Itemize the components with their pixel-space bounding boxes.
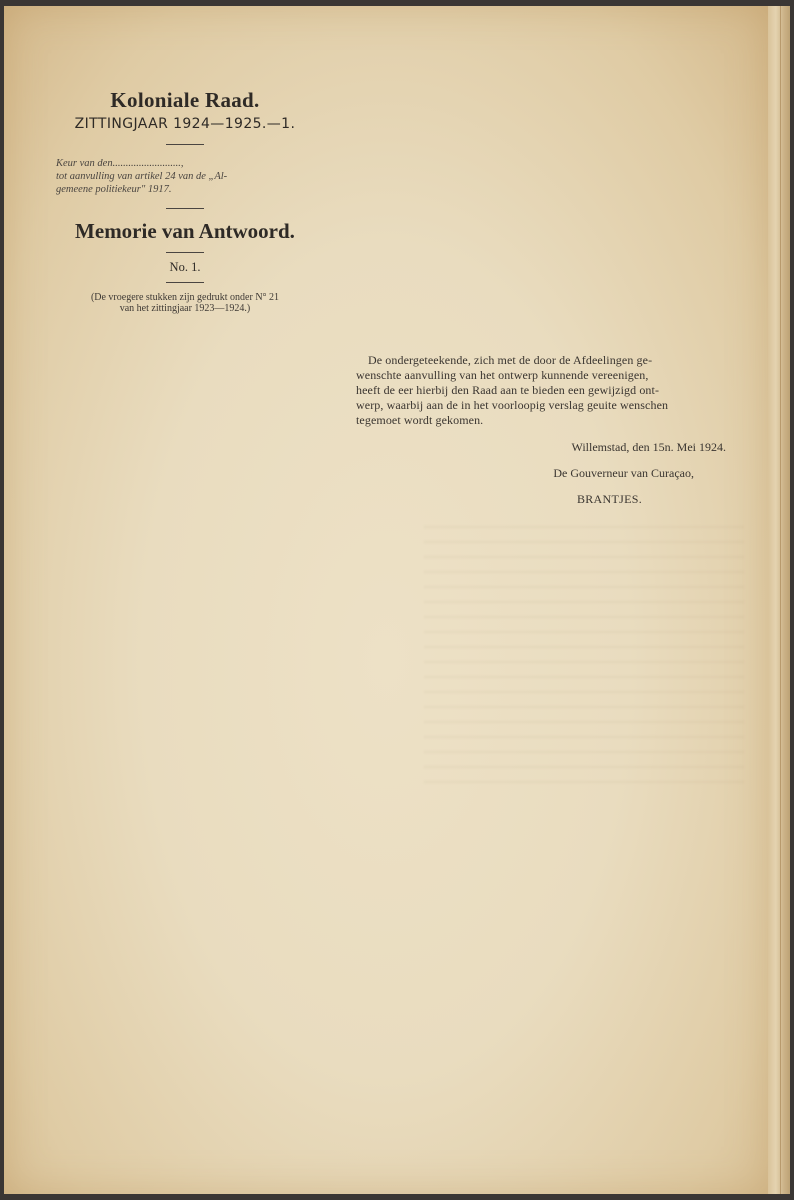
divider [166, 208, 204, 209]
subject [50, 157, 320, 196]
bleed-through-text [424, 526, 744, 786]
council-heading: Koloniale Raad. [110, 88, 260, 112]
document-number: No. 1. [169, 260, 201, 274]
right-column [356, 353, 728, 507]
signer-title: De Gouverneur van Curaçao, [553, 466, 694, 480]
body-paragraph [356, 353, 728, 428]
body-line: De ondergeteekende, zich met de door de Afdeelingen ge- [368, 353, 653, 367]
place-and-date: Willemstad, den 15n. Mei 1924. [571, 440, 726, 454]
page-edge-line [780, 6, 781, 1194]
session-year: ZITTINGJAAR 1924—1925.—1. [74, 116, 296, 132]
subject-line: tot aanvulling van artikel 24 van de „Al- [56, 171, 228, 182]
page-edge [768, 6, 790, 1194]
body-line: werp, waarbij aan de in het voorloopig verslag geuite wenschen [356, 398, 669, 412]
divider [166, 144, 204, 145]
note-line: van het zittingjaar 1923—1924.) [119, 303, 251, 314]
subject-line: Keur van den.........................., [56, 158, 184, 169]
left-column [50, 88, 320, 314]
subject-line: gemeene politiekeur" 1917. [56, 184, 172, 195]
document-title: Memorie van Antwoord. [75, 219, 295, 243]
body-line: heeft de eer hierbij den Raad aan te bieden een gewijzigd ont- [356, 383, 660, 397]
body-line: tegemoet wordt gekomen. [356, 413, 484, 427]
divider [166, 282, 204, 283]
signer-name: BRANTJES. [576, 492, 642, 506]
note-line: (De vroegere stukken zijn gedrukt onder N° 21 [90, 292, 280, 303]
divider [166, 252, 204, 253]
body-line: wenschte aanvulling van het ontwerp kunnende vereenigen, [356, 368, 649, 382]
previous-documents-note [50, 292, 320, 314]
